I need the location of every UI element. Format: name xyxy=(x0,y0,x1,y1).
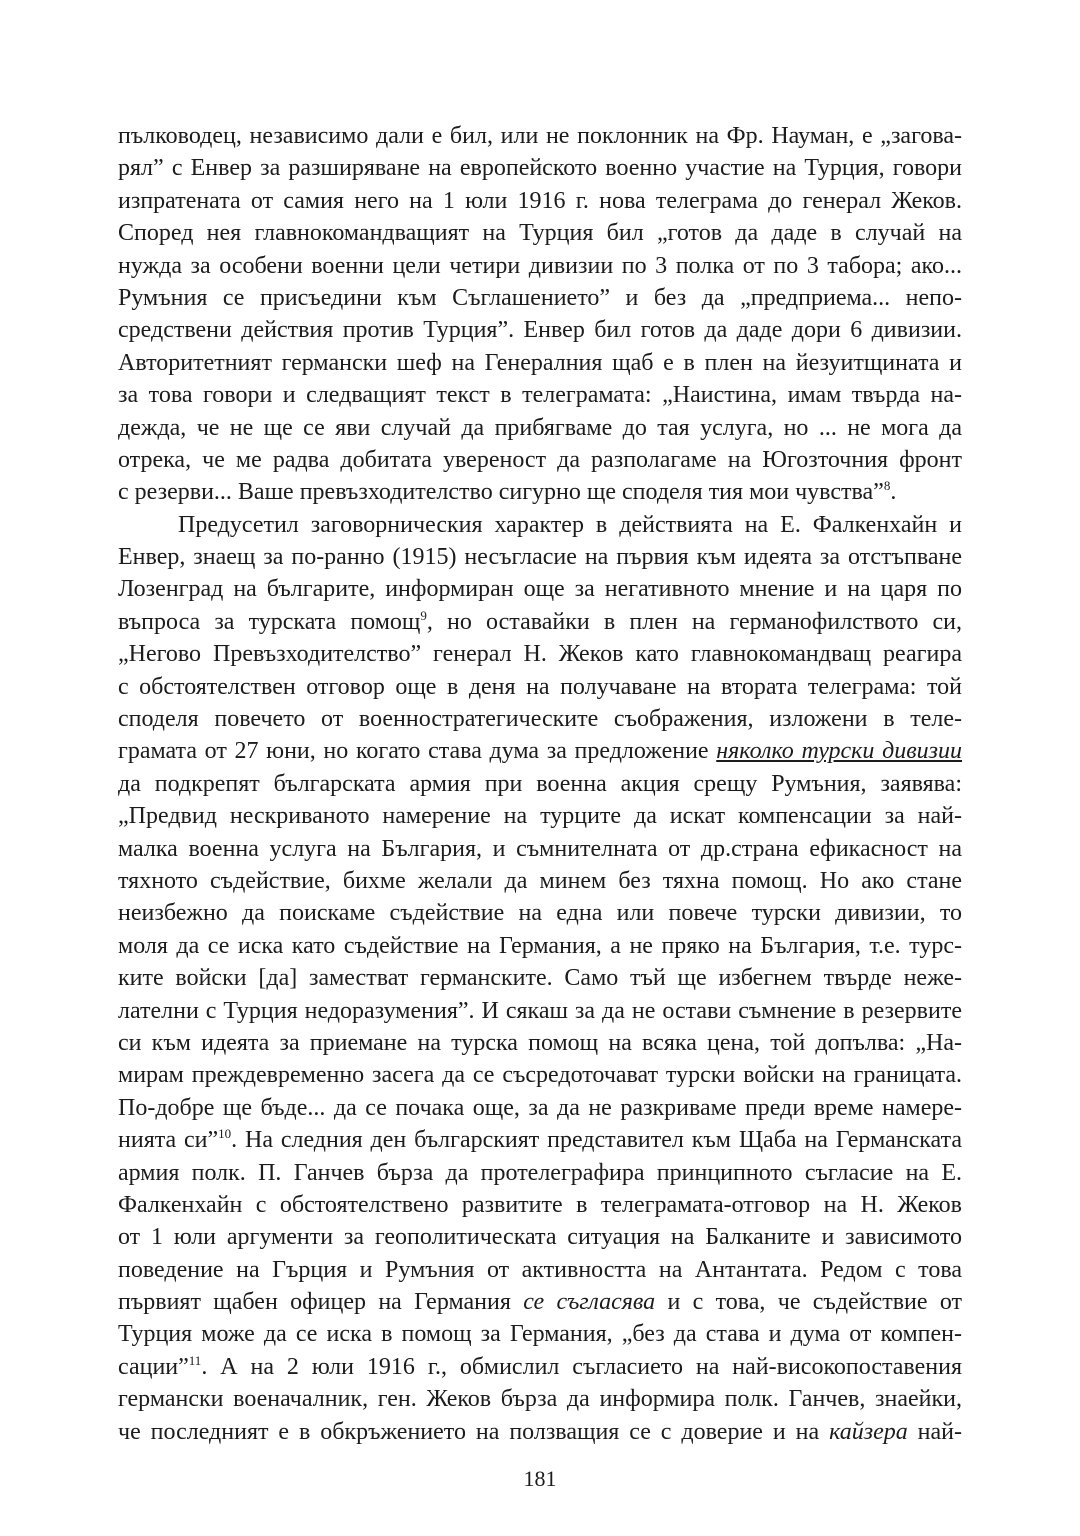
text-line: армия полк. П. Ганчев бърза да протелеграфира принципното съгласие на Е. xyxy=(118,1159,962,1186)
text-line: По-добре ще бъде... да се почака още, за да не разкриваме преди време намере- xyxy=(118,1094,962,1121)
text-line: малка военна услуга на България, и съмнителната от др.страна ефикасност на xyxy=(118,835,962,862)
text-line: ките войски [да] заместват германските. Само тъй ще избегнем твърде нeже- xyxy=(118,965,962,992)
text-line: че последният е в обкръжението на ползващия се с доверие и на кайзера най- xyxy=(118,1418,962,1445)
text-line: Предусетил заговорническия характер в действията на Е. Фалкенхайн и xyxy=(178,511,962,538)
text-line: „Негово Превъзходителство” генерал Н. Жеков като главнокомандващ реагира xyxy=(118,641,962,668)
text-line: изпратената от самия него на 1 юли 1916 г. нова телеграма до генерал Жеков. xyxy=(118,187,962,214)
text-line: мирам преждевременно засега да се съсредоточават турски войски на границата. xyxy=(118,1062,962,1089)
text-line: отрека, че ме радва добитата увереност да разполагаме на Югозточния фронт xyxy=(118,446,962,473)
text-line: си към идеята за приемане на турска помощ на всяка цена, той допълва: „На- xyxy=(118,1029,962,1056)
text-line: сации”$^{11}$. А на 2 юли 1916 г., обмислил съгласието на най-високопоставения xyxy=(118,1352,962,1380)
text-line: за това говори и следващият текст в телеграмата: „Наистина, имам твърда на- xyxy=(118,382,962,409)
text-line: с резерви... Ваше превъзходителство сигурно ще споделя тия мои чувства”$^8$. xyxy=(118,478,897,506)
text-line: рял” с Енвер за разширяване на европейското военно участие на Турция, говори xyxy=(118,155,962,182)
footnote-ref: 11 xyxy=(188,1352,202,1368)
text-line: лателни с Турция недоразумения”. И сякаш за да не остави съмнение в резервите xyxy=(118,997,962,1024)
text-line: нията си”$^{10}$. На следния ден българският представител към Щаба на Германската xyxy=(118,1126,963,1154)
text-line: Фалкенхайн с обстоятелствено развитите в телеграмата-отговор на Н. Жеков xyxy=(118,1191,962,1218)
text-line: Лозенград на българите, информиран още за негативното мнение и на царя по xyxy=(118,576,962,603)
text-line: Според нея главнокомандващият на Турция бил „готов да даде в случай на xyxy=(118,220,962,247)
text-line: да подкрепят българската армия при военна акция срещу Румъния, заявява: xyxy=(118,770,962,797)
text-line: нужда за особени военни цели четири дивизии по 3 полка от по 3 табора; ако... xyxy=(118,252,962,279)
text-line: първият щабен офицер на Германия се съгласява и с това, че съдействие от xyxy=(118,1289,963,1316)
text-line: Авторитетният германски шеф на Генералния щаб е в плен на йезуитщината и xyxy=(118,349,962,376)
text-line: моля да се иска като съдействие на Германия, а не пряко на България, т.е. турс- xyxy=(118,932,962,959)
italic-emphasis: се съгласява xyxy=(523,1289,656,1316)
text-line: грамата от 27 юни, но когато става дума за предложение няколко турски дивизии xyxy=(118,738,962,765)
text-line: поведение на Гърция и Румъния от активността на Антантата. Редом с това xyxy=(118,1256,962,1283)
text-line: тяхното съдействие, бихме желали да минем без тяхна помощ. Но ако стане xyxy=(118,867,962,894)
text-line: от 1 юли аргументи за геополитическата ситуация на Балканите и зависимото xyxy=(118,1224,962,1251)
text-line: средствени действия против Турция”. Енвер бил готов да даде дори 6 дивизии. xyxy=(118,317,962,344)
text-line: неизбежно да поискаме съдействие на една или повече турски дивизии, то xyxy=(118,900,962,927)
text-line: „Предвид нескриваното намерение на турците да искат компенсации за най- xyxy=(118,803,962,830)
text-line: германски военачалник, ген. Жеков бърза да информира полк. Ганчев, знаейки, xyxy=(118,1386,962,1413)
footnote-ref: 10 xyxy=(218,1126,232,1142)
text-line: дежда, че не ще се яви случай да прибягваме до тая услуга, но ... не мога да xyxy=(118,414,962,441)
italic-emphasis: кайзера xyxy=(829,1418,908,1445)
page-number: 181 xyxy=(523,1466,557,1491)
footnote-ref: 8 xyxy=(883,478,891,494)
text-line: пълководец, независимо дали е бил, или не поклонник на Фр. Науман, е „загова- xyxy=(118,123,962,149)
text-line: Енвер, знаещ за по-ранно (1915) несъгласие на първия към идеята за отстъпване xyxy=(118,544,962,571)
text-line: с обстоятелствен отговор още в деня на получаване на втората телеграма: той xyxy=(118,673,962,700)
text-line: споделя повечето от военностратегическите съображения, изложени в теле- xyxy=(118,706,962,733)
body-text xyxy=(118,120,962,1448)
text-line: Румъния се присъедини към Съглашението” и без да „предприема... непо- xyxy=(118,284,962,311)
text-line: Турция може да се иска в помощ за Германия, „без да става и дума от компен- xyxy=(118,1321,962,1348)
text-line: въпроса за турската помощ$^9$, но оставайки в плен на германофилството си, xyxy=(118,607,962,635)
footnote-ref: 9 xyxy=(420,607,427,623)
underlined-emphasis: няколко турски дивизии xyxy=(716,738,962,765)
